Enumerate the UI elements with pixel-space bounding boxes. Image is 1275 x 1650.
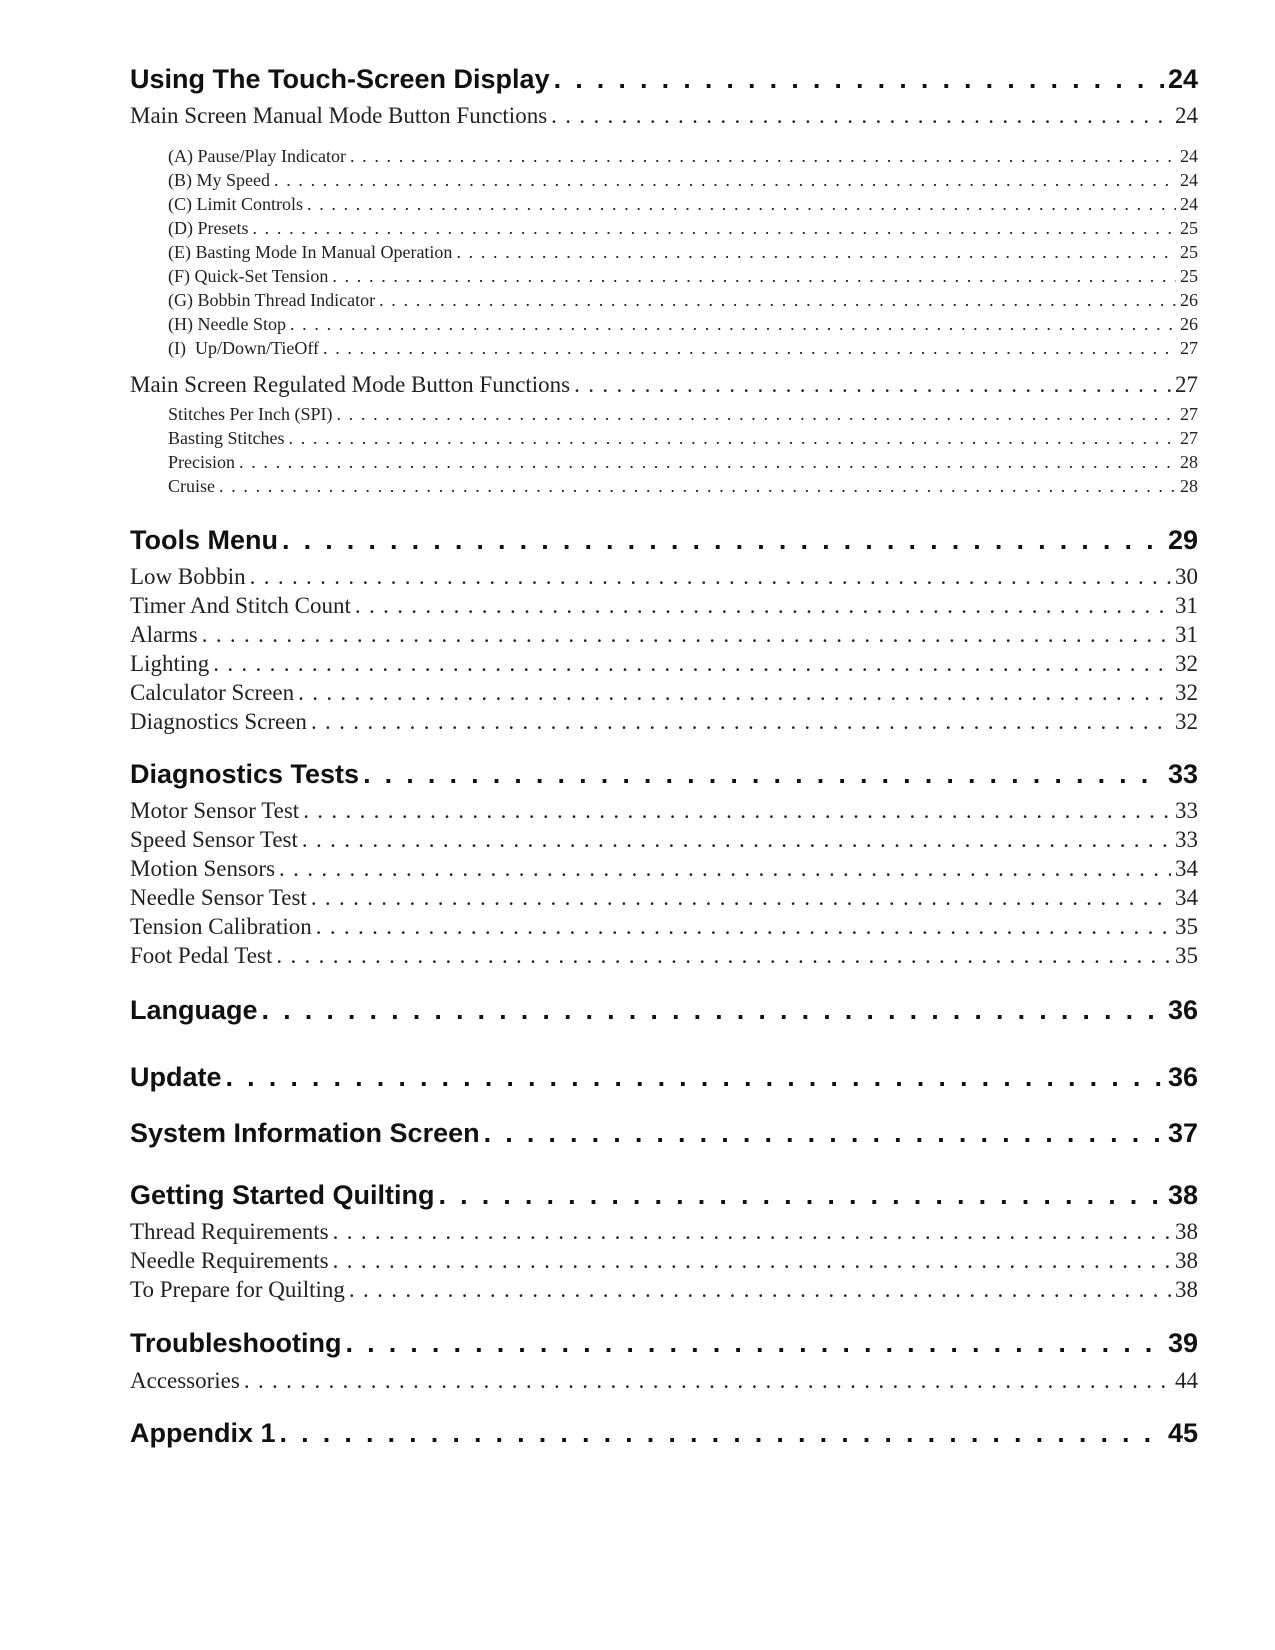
toc-page: 31 [1175, 593, 1198, 618]
toc-subheading[interactable] [130, 622, 1198, 648]
toc-page: 31 [1175, 622, 1198, 647]
toc-page: 27 [1180, 428, 1198, 448]
toc-heading[interactable] [130, 64, 1198, 95]
toc-page: 25 [1180, 242, 1198, 262]
toc-label: Speed Sensor Test [130, 827, 298, 852]
toc-subheading[interactable] [130, 798, 1198, 824]
toc-leader [289, 428, 1177, 449]
toc-page: 38 [1175, 1219, 1198, 1244]
toc-page: 32 [1175, 709, 1198, 734]
toc-page: 33 [1175, 798, 1198, 823]
toc-leader [345, 1328, 1163, 1359]
toc-page: 38 [1175, 1277, 1198, 1302]
toc-label: (F) Quick-Set Tension [168, 266, 329, 286]
toc-label: Timer And Stitch Count [130, 593, 351, 618]
toc-label: (E) Basting Mode In Manual Operation [168, 242, 453, 262]
toc-page: 35 [1175, 943, 1198, 968]
toc-page: 38 [1175, 1248, 1198, 1273]
toc-leader [379, 290, 1176, 311]
toc-leader [484, 1118, 1164, 1149]
toc-page: 38 [1167, 1180, 1198, 1210]
toc-item[interactable] [168, 404, 1198, 425]
toc-item[interactable] [168, 452, 1198, 473]
toc-heading[interactable] [130, 995, 1198, 1026]
toc-leader [298, 680, 1171, 706]
toc-item[interactable] [168, 194, 1198, 215]
toc-leader [332, 266, 1176, 287]
toc-label: Update [130, 1062, 222, 1092]
toc-label: System Information Screen [130, 1118, 480, 1148]
toc-label: Thread Requirements [130, 1219, 329, 1244]
toc-page: 24 [1175, 103, 1198, 128]
toc-leader [349, 1277, 1171, 1303]
toc-heading[interactable] [130, 1118, 1198, 1149]
toc-leader [456, 242, 1176, 263]
toc-label: Getting Started Quilting [130, 1180, 435, 1210]
toc-label: Tools Menu [130, 525, 278, 555]
toc-leader [252, 218, 1176, 239]
toc-label: Calculator Screen [130, 680, 295, 705]
toc-leader [323, 338, 1176, 359]
toc-label: Needle Sensor Test [130, 885, 307, 910]
toc-leader [551, 103, 1171, 129]
toc-item[interactable] [168, 266, 1198, 287]
toc-subheading[interactable] [130, 1368, 1198, 1394]
toc-leader [219, 476, 1176, 497]
toc-subheading[interactable] [130, 1248, 1198, 1274]
toc-leader [316, 914, 1171, 940]
toc-page: 33 [1167, 759, 1198, 789]
toc-page: 27 [1180, 338, 1198, 358]
toc-subheading[interactable] [130, 564, 1198, 590]
toc-page: 24 [1180, 170, 1198, 190]
toc-item[interactable] [168, 242, 1198, 263]
toc-leader [282, 525, 1164, 556]
toc-label: Needle Requirements [130, 1248, 329, 1273]
toc-label: To Prepare for Quilting [130, 1277, 345, 1302]
toc-subheading[interactable] [130, 1219, 1198, 1245]
toc-label: Foot Pedal Test [130, 943, 273, 968]
toc-leader [311, 709, 1171, 735]
toc-label: Appendix 1 [130, 1418, 276, 1448]
toc-heading[interactable] [130, 1418, 1198, 1449]
toc-page: 39 [1167, 1328, 1198, 1358]
toc-leader [311, 885, 1171, 911]
toc-page: 32 [1175, 680, 1198, 705]
toc-label: (H) Needle Stop [168, 314, 286, 334]
toc-leader [213, 651, 1171, 677]
toc-label: Motor Sensor Test [130, 798, 300, 823]
toc-label: Accessories [130, 1368, 240, 1393]
toc-leader [239, 452, 1176, 473]
toc-page: 24 [1180, 194, 1198, 214]
toc-label: Diagnostics Screen [130, 709, 307, 734]
toc-subheading[interactable] [130, 914, 1198, 940]
toc-item[interactable] [168, 218, 1198, 239]
toc-page: 44 [1175, 1368, 1198, 1393]
toc-label: Tension Calibration [130, 914, 312, 939]
toc-leader [303, 798, 1171, 824]
toc-subheading[interactable] [130, 827, 1198, 853]
toc-leader [333, 1248, 1171, 1274]
toc-heading[interactable] [130, 1328, 1198, 1359]
toc-page: 34 [1175, 885, 1198, 910]
toc-subheading[interactable] [130, 680, 1198, 706]
toc-label: (B) My Speed [168, 170, 270, 190]
toc-leader [333, 1219, 1171, 1245]
toc-label: Alarms [130, 622, 198, 647]
toc-item[interactable] [168, 338, 1198, 359]
toc-page: 35 [1175, 914, 1198, 939]
toc-subheading[interactable] [130, 885, 1198, 911]
toc-page: 36 [1167, 995, 1198, 1025]
toc-page: 24 [1180, 146, 1198, 166]
toc-page: 27 [1175, 372, 1198, 397]
toc-subheading[interactable] [130, 372, 1198, 398]
toc-page: 25 [1180, 218, 1198, 238]
toc-page: 30 [1175, 564, 1198, 589]
toc-label: Basting Stitches [168, 428, 285, 448]
toc-leader [250, 564, 1171, 590]
toc-subheading[interactable] [130, 709, 1198, 735]
toc-page: 24 [1167, 64, 1198, 94]
toc-leader [307, 194, 1176, 215]
toc-item[interactable] [168, 170, 1198, 191]
toc-item[interactable] [168, 314, 1198, 335]
toc-label: Using The Touch-Screen Display [130, 64, 550, 94]
toc-label: (D) Presets [168, 218, 249, 238]
toc-leader [355, 593, 1171, 619]
toc-label: (C) Limit Controls [168, 194, 303, 214]
toc-item[interactable] [168, 428, 1198, 449]
toc-heading[interactable] [130, 1180, 1198, 1211]
toc-leader [554, 64, 1164, 95]
toc-leader [574, 372, 1171, 398]
toc-leader [363, 759, 1164, 790]
toc-leader [262, 995, 1164, 1026]
toc-page: 26 [1180, 314, 1198, 334]
toc-leader [439, 1180, 1164, 1211]
toc-label: (G) Bobbin Thread Indicator [168, 290, 376, 310]
toc-label: Lighting [130, 651, 210, 676]
toc-heading[interactable] [130, 1062, 1198, 1093]
toc-item[interactable] [168, 290, 1198, 311]
toc-page: 26 [1180, 290, 1198, 310]
toc-leader [226, 1062, 1164, 1093]
toc-page: 28 [1180, 476, 1198, 496]
toc-label: Low Bobbin [130, 564, 246, 589]
toc-page: 45 [1167, 1418, 1198, 1448]
toc-leader [202, 622, 1171, 648]
toc-subheading[interactable] [130, 593, 1198, 619]
toc-label: Main Screen Manual Mode Button Functions [130, 103, 548, 128]
toc-leader [279, 856, 1171, 882]
toc-label: Troubleshooting [130, 1328, 342, 1358]
toc-page: 28 [1180, 452, 1198, 472]
toc-page: 32 [1175, 651, 1198, 676]
toc-subheading[interactable] [130, 651, 1198, 677]
toc-page: 37 [1167, 1118, 1198, 1148]
toc-page: 33 [1175, 827, 1198, 852]
toc-label: Stitches Per Inch (SPI) [168, 404, 333, 424]
toc-subheading[interactable] [130, 103, 1198, 129]
toc-leader [274, 170, 1176, 191]
toc-item[interactable] [168, 476, 1198, 497]
toc-item[interactable] [168, 146, 1198, 167]
toc-label: Cruise [168, 476, 215, 496]
toc-label: Precision [168, 452, 235, 472]
toc-subheading[interactable] [130, 1277, 1198, 1303]
toc-leader [336, 404, 1176, 425]
toc-page: 27 [1180, 404, 1198, 424]
toc-page: 34 [1175, 856, 1198, 881]
toc-leader [276, 943, 1171, 969]
toc-page: 36 [1167, 1062, 1198, 1092]
toc-heading[interactable] [130, 525, 1198, 556]
toc-label: (I) Up/Down/TieOff [168, 338, 319, 358]
toc-heading[interactable] [130, 759, 1198, 790]
toc-subheading[interactable] [130, 943, 1198, 969]
toc-page: 29 [1167, 525, 1198, 555]
toc-leader [280, 1418, 1164, 1449]
toc-label: Diagnostics Tests [130, 759, 360, 789]
toc-label: Main Screen Regulated Mode Button Functions [130, 372, 571, 397]
toc-label: Motion Sensors [130, 856, 276, 881]
toc-page: 25 [1180, 266, 1198, 286]
toc-label: (A) Pause/Play Indicator [168, 146, 346, 166]
toc-leader [350, 146, 1176, 167]
toc-subheading[interactable] [130, 856, 1198, 882]
toc-leader [290, 314, 1176, 335]
toc-label: Language [130, 995, 258, 1025]
toc-leader [302, 827, 1171, 853]
toc-leader [244, 1368, 1171, 1394]
